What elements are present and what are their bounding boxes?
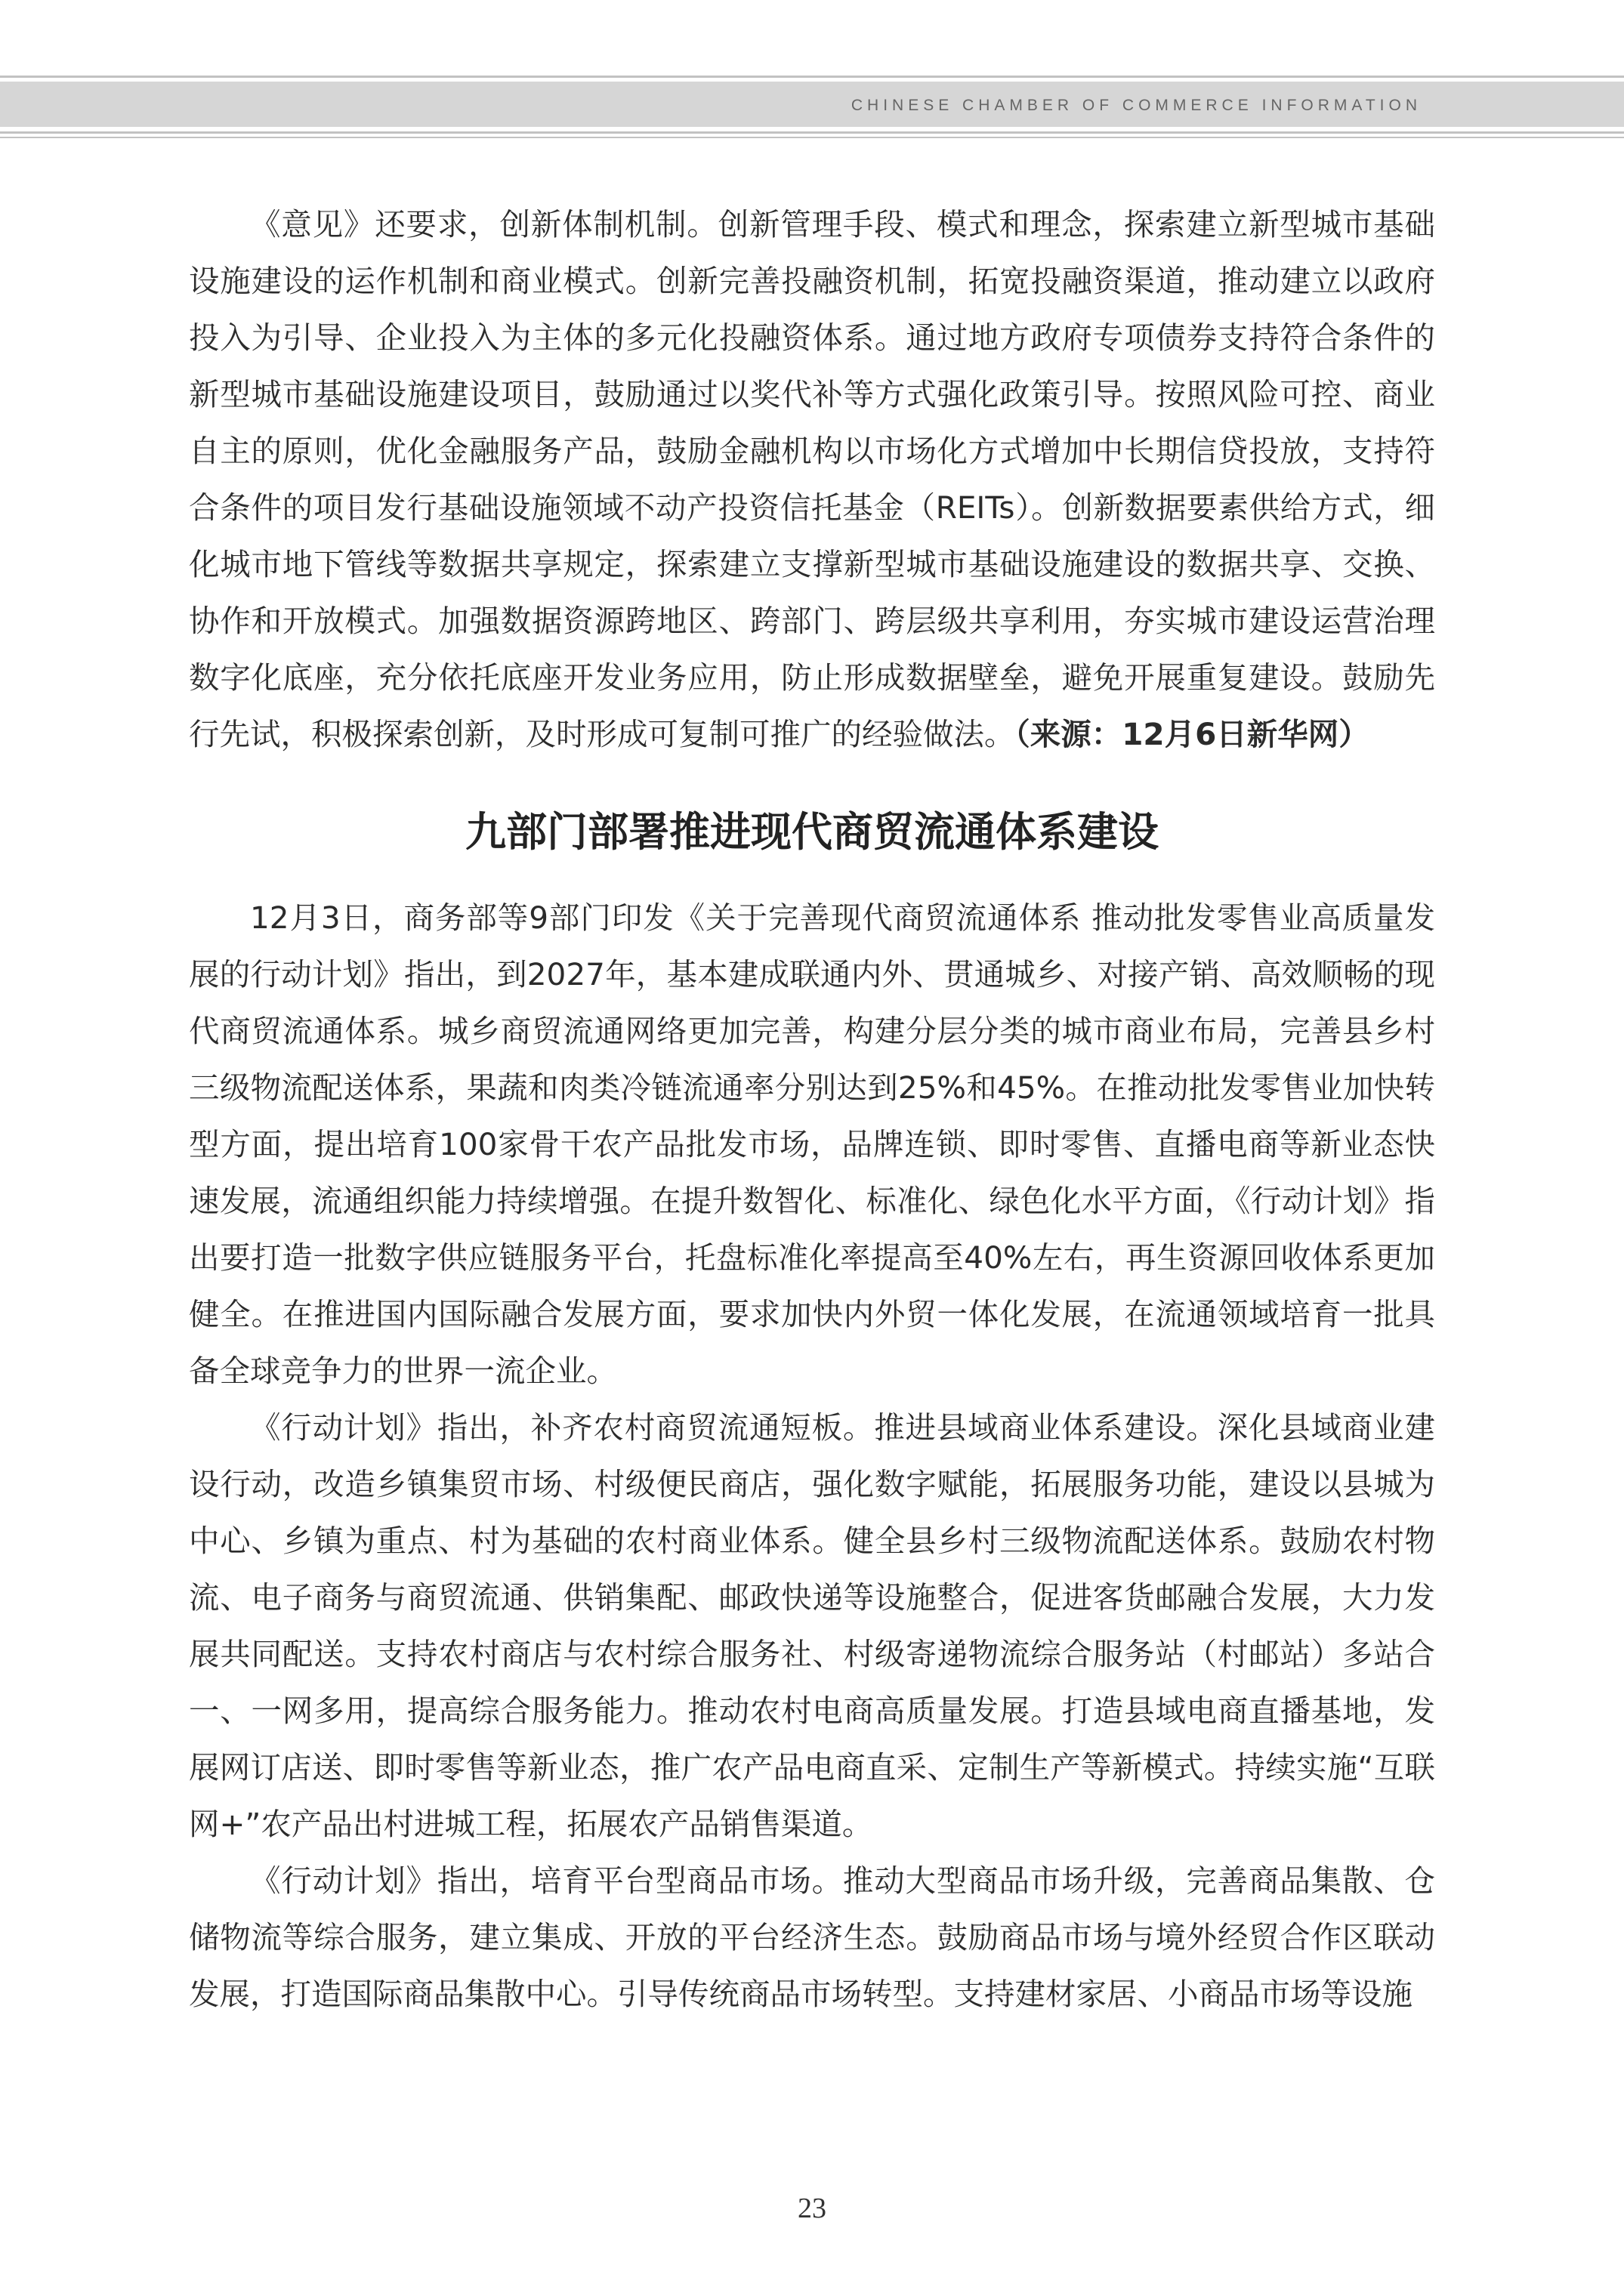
article-paragraph-2: 《行动计划》指出，补齐农村商贸流通短板。推进县域商业体系建设。深化县域商业建设行动，改造乡镇集贸市场、村级便民商店，强化数字赋能，拓展服务功能，建设以县城为中心、乡镇为重点、村为基础的农村商业体系。健全县乡村三级物流配送体系。鼓励农村物流、电子商务与商贸流通、供销集配、邮政快递等设施整合，促进客货邮融合发展，大力发展共同配送。支持农村商店与农村综合服务社、村级寄递物流综合服务站（村邮站）多站合一、一网多用，提高综合服务能力。推动农村电商高质量发展。打造县域电商直播基地，发展网订店送、即时零售等新业态，推广农产品电商直采、定制生产等新模式。持续实施“互联网+”农产品出村进城工程，拓展农产品销售渠道。 <box>189 1409 1435 1842</box>
continued-paragraph <box>189 196 1435 763</box>
publication-name: CHINESE CHAMBER OF COMMERCE INFORMATION <box>851 97 1422 114</box>
article-paragraph-3: 《行动计划》指出，培育平台型商品市场。推动大型商品市场升级，完善商品集散、仓储物流等综合服务，建立集成、开放的平台经济生态。鼓励商品市场与境外经贸合作区联动发展，打造国际商品集散中心。引导传统商品市场转型。支持建材家居、小商品市场等设施 <box>189 1862 1435 2012</box>
page-number: 23 <box>798 2193 826 2224</box>
article-paragraph-1: 12月3日，商务部等9部门印发《关于完善现代商贸流通体系 推动批发零售业高质量发展的行动计划》指出，到2027年，基本建成联通内外、贯通城乡、对接产销、高效顺畅的现代商贸流通体系。城乡商贸流通网络更加完善，构建分层分类的城市商业布局，完善县乡村三级物流配送体系，果蔬和肉类冷链流通率分别达到25%和45%。在推动批发零售业加快转型方面，提出培育100家骨干农产品批发市场，品牌连锁、即时零售、直播电商等新业态快速发展，流通组织能力持续增强。在提升数智化、标准化、绿色化水平方面，《行动计划》指出要打造一批数字供应链服务平台，托盘标准化率提高至40%左右，再生资源回收体系更加健全。在推进国内国际融合发展方面，要求加快内外贸一体化发展，在流通领域培育一批具备全球竞争力的世界一流企业。 <box>189 900 1435 1389</box>
header-bottom-rule <box>0 131 1624 134</box>
continued-paragraph-text: 《意见》还要求，创新体制机制。创新管理手段、模式和理念，探索建立新型城市基础设施建设的运作机制和商业模式。创新完善投融资机制，拓宽投融资渠道，推动建立以政府投入为引导、企业投入为主体的多元化投融资体系。通过地方政府专项债券支持符合条件的新型城市基础设施建设项目，鼓励通过以奖代补等方式强化政策引导。按照风险可控、商业自主的原则，优化金融服务产品，鼓励金融机构以市场化方式增加中长期信贷投放，支持符合条件的项目发行基础设施领域不动产投资信托基金（REITs）。创新数据要素供给方式，细化城市地下管线等数据共享规定，探索建立支撑新型城市基础设施建设的数据共享、交换、协作和开放模式。加强数据资源跨地区、跨部门、跨层级共享利用，夯实城市建设运营治理数字化底座，充分依托底座开发业务应用，防止形成数据壁垒，避免开展重复建设。鼓励先行先试，积极探索创新，及时形成可复制可推广的经验做法。 <box>189 206 1435 752</box>
header-top-rule <box>0 76 1624 78</box>
page-body <box>189 196 1435 2023</box>
source-citation: （来源：12月6日新华网） <box>1014 716 1369 752</box>
article-title: 九部门部署推进现代商贸流通体系建设 <box>465 808 1159 856</box>
header-bottom-rule-2 <box>0 137 1624 138</box>
